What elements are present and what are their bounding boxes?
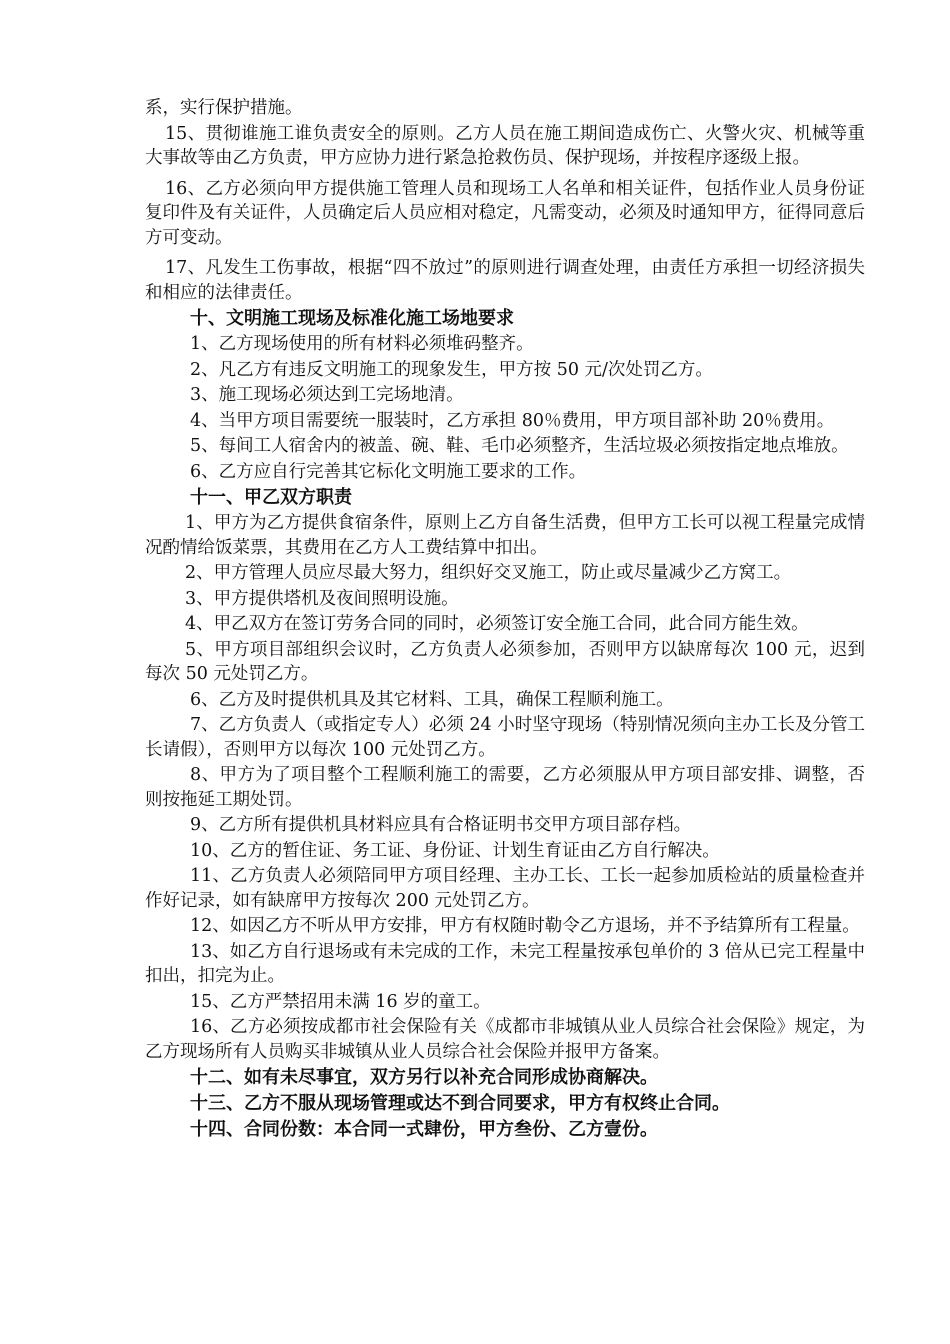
section-heading-11: 十一、甲乙双方职责 (190, 487, 352, 508)
section10-item: 4、当甲方项目需要统一服装时，乙方承担 80％费用，甲方项目部补助 20％费用。 (190, 410, 835, 431)
section11-item: 1、甲方为乙方提供食宿条件，原则上乙方自备生活费，但甲方工长可以视工程量完成情况酌情给饭菜票，其费用在乙方人工费结算中扣出。 (145, 513, 865, 558)
section11-item: 16、乙方必须按成都市社会保险有关《成都市非城镇从业人员综合社会保险》规定，为乙方现场所有人员购买非城镇从业人员综合社会保险并报甲方备案。 (145, 1017, 865, 1062)
section11-item: 11、乙方负责人必须陪同甲方项目经理、主办工长、工长一起参加质检站的质量检查并作好记录，如有缺席甲方按每次 200 元处罚乙方。 (145, 866, 865, 911)
section11-item: 12、如因乙方不听从甲方安排，甲方有权随时勒令乙方退场，并不予结算所有工程量。 (190, 916, 860, 936)
section11-item: 13、如乙方自行退场或有未完成的工作，未完工程量按承包单价的 3 倍从已完工程量中扣出，扣完为止。 (145, 941, 865, 986)
clause-17-accident: 17、凡发生工伤事故，根据“四不放过”的原则进行调查处理，由责任方承担一切经济损失和相应的法律责任。 (145, 258, 865, 303)
paragraph-continuation: 系，实行保护措施。 (145, 98, 303, 118)
section11-item: 4、甲乙双方在签订劳务合同的同时，必须签订安全施工合同，此合同方能生效。 (185, 614, 809, 634)
section-heading-10: 十、文明施工现场及标准化施工场地要求 (190, 308, 514, 329)
closing-clause-14: 十四、合同份数：本合同一式肆份，甲方叁份、乙方壹份。 (190, 1119, 658, 1140)
section11-item: 10、乙方的暂住证、务工证、身份证、计划生育证由乙方自行解决。 (190, 840, 720, 861)
section10-item: 1、乙方现场使用的所有材料必须堆码整齐。 (190, 334, 534, 354)
section11-item: 3、甲方提供塔机及夜间照明设施。 (185, 588, 459, 609)
clause-15-safety: 15、贯彻谁施工谁负责安全的原则。乙方人员在施工期间造成伤亡、火警火灾、机械等重大事故等由乙方负责，甲方应协力进行紧急抢救伤员、保护现场，并按程序逐级上报。 (145, 123, 865, 168)
section10-item: 2、凡乙方有违反文明施工的现象发生，甲方按 50 元/次处罚乙方。 (190, 359, 713, 380)
section10-item: 6、乙方应自行完善其它标化文明施工要求的工作。 (190, 461, 587, 482)
closing-clause-13: 十三、乙方不服从现场管理或达不到合同要求，甲方有权终止合同。 (190, 1093, 730, 1114)
section11-item: 2、甲方管理人员应尽最大努力，组织好交叉施工，防止或尽量减少乙方窝工。 (185, 563, 792, 583)
section11-item: 9、乙方所有提供机具材料应具有合格证明书交甲方项目部存档。 (190, 815, 692, 835)
clause-16-personnel: 16、乙方必须向甲方提供施工管理人员和现场工人名单和相关证件，包括作业人员身份证复印件及有关证件，人员确定后人员应相对稳定，凡需变动，必须及时通知甲方，征得同意后方可变动。 (145, 178, 865, 248)
section11-item: 7、乙方负责人（或指定专人）必须 24 小时坚守现场（特别情况须向主办工长及分管工长请假），否则甲方以每次 100 元处罚乙方。 (145, 715, 865, 760)
section10-item: 3、施工现场必须达到工完场地清。 (190, 385, 464, 405)
closing-clause-12: 十二、如有未尽事宜，双方另行以补充合同形成协商解决。 (190, 1067, 658, 1088)
section10-item: 5、每间工人宿舍内的被盖、碗、鞋、毛巾必须整齐，生活垃圾必须按指定地点堆放。 (190, 436, 849, 456)
section11-item: 15、乙方严禁招用未满 16 岁的童工。 (190, 991, 491, 1012)
section11-item: 8、甲方为了项目整个工程顺利施工的需要，乙方必须服从甲方项目部安排、调整，否则按拖延工期处罚。 (145, 765, 865, 810)
document-body (145, 96, 865, 1143)
section11-item: 5、甲方项目部组织会议时，乙方负责人必须参加，否则甲方以缺席每次 100 元，迟到每次 50 元处罚乙方。 (145, 639, 865, 684)
section11-item: 6、乙方及时提供机具及其它材料、工具，确保工程顺利施工。 (190, 689, 674, 710)
